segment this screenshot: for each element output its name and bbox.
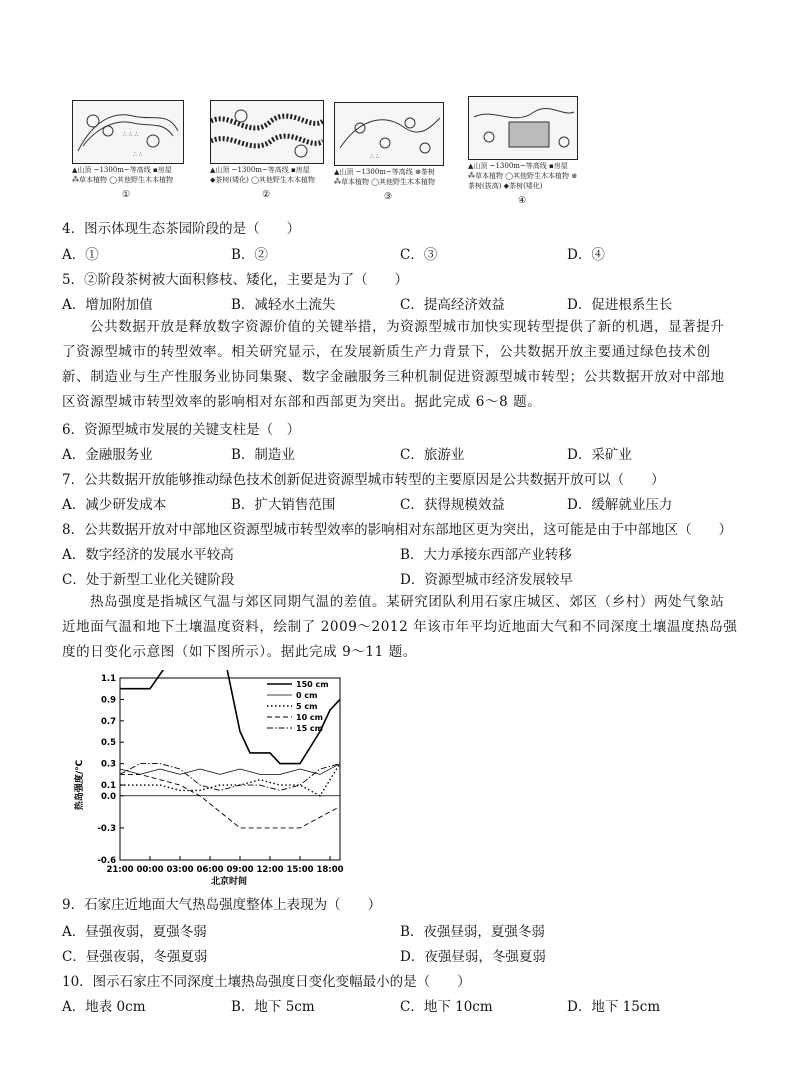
question-9-option-a[interactable]: A．昼强夜弱，夏强冬弱: [62, 924, 207, 940]
chart-y-tick-label: 0.5: [100, 738, 116, 749]
chart-series-line-15cm: [120, 764, 340, 791]
chart-y-tick-label: 0.1: [100, 781, 116, 792]
question-7-option-d[interactable]: D．缓解就业压力: [567, 497, 673, 513]
map-4-legend-line-2: ⁂草本植物 ◯其他野生木本植物 ⊛茶树(拔高) ◆茶树(矮化): [468, 172, 578, 190]
question-9-option-d[interactable]: D．夜强昼弱，冬强夏弱: [400, 949, 546, 965]
chart-x-tick-label: 06:00: [196, 865, 224, 875]
chart-y-tick-label: 0.7: [100, 716, 116, 727]
question-6-option-d[interactable]: D．采矿业: [567, 447, 632, 463]
question-5-option-b[interactable]: B．减轻水土流失: [231, 297, 336, 313]
map-1: [72, 100, 184, 164]
question-4-option-c[interactable]: C．③: [400, 247, 438, 263]
question-7-stem: 7．公共数据开放能够推动绿色技术创新促进资源型城市转型的主要原因是公共数据开放可以（ ）: [62, 472, 665, 488]
question-10-option-a[interactable]: A．地表 0cm: [62, 999, 146, 1015]
question-9-stem: 9．石家庄近地面大气热岛强度整体上表现为（ ）: [62, 897, 382, 913]
map-4-legend-line-1: ▲山顶 ~1300m~等高线 ▪房屋: [468, 162, 568, 170]
question-4-stem: 4．图示体现生态茶园阶段的是（ ）: [62, 221, 301, 237]
map-1-number: ①: [122, 190, 131, 200]
map-2: [210, 100, 324, 164]
question-9-option-c[interactable]: C．昼强夜弱，冬强夏弱: [62, 949, 208, 965]
chart-x-tick-label: 09:00: [226, 865, 254, 875]
chart-x-tick-label: 18:00: [316, 865, 344, 875]
chart-legend-label: 5 cm: [296, 702, 318, 711]
map-1-drawing: [73, 101, 183, 163]
map-3-number: ③: [384, 192, 393, 202]
question-4-option-a[interactable]: A．①: [62, 247, 99, 263]
map-1-legend-line-2: ⁂草本植物 ◯其他野生木本植物: [72, 176, 174, 184]
question-8-option-c[interactable]: C．处于新型工业化关键阶段: [62, 572, 235, 588]
chart-x-tick-label: 03:00: [166, 865, 194, 875]
chart-y-tick-label: -0.6: [97, 856, 116, 866]
question-4-option-d[interactable]: D．④: [567, 247, 605, 263]
chart-legend-label: 0 cm: [296, 691, 318, 700]
chart-y-tick-label: 1.1: [100, 674, 116, 684]
map-3-drawing: [335, 103, 443, 165]
passage-public-data: 公共数据开放是释放数字资源价值的关键举措，为资源型城市加快实现转型提供了新的机遇，显著提升了资源型城市的转型效率。相关研究显示，在发展新质生产力背景下，公共数据开放主要通过绿色技术创新、制造业与生产性服务业协同集聚、数字金融服务三种机制促进资源型城市转型；公共数据开放对中部地区资源型城市转型效率的影响相对东部和西部更为突出。据此完成 6～8 题。: [62, 319, 725, 410]
question-7-option-c[interactable]: C．获得规模效益: [400, 497, 505, 513]
question-10-option-b[interactable]: B．地下 5cm: [231, 999, 315, 1015]
chart-x-tick-label: 00:00: [136, 865, 164, 875]
map-4-legend: [468, 161, 578, 191]
question-10-option-c[interactable]: C．地下 10cm: [400, 999, 493, 1015]
question-5-option-d[interactable]: D．促进根系生长: [567, 297, 673, 313]
question-8-option-d[interactable]: D．资源型城市经济发展较早: [400, 572, 573, 588]
question-8-stem: 8．公共数据开放对中部地区资源型城市转型效率的影响相对东部地区更为突出，这可能是由于中部地区（ ）: [62, 522, 733, 538]
question-9-option-b[interactable]: B．夜强昼弱，夏强冬弱: [400, 924, 545, 940]
svg-text:∴ ∴: ∴ ∴: [370, 153, 380, 160]
question-10-stem: 10．图示石家庄不同深度土壤热岛强度日变化变幅最小的是（ ）: [62, 974, 471, 990]
svg-text:∴ ∴: ∴ ∴: [133, 151, 143, 158]
chart-series-line-0cm: [120, 764, 340, 775]
map-3-legend: [334, 167, 435, 187]
map-2-legend-line-2: ◆茶树(矮化) ◯其他野生木本植物: [210, 176, 315, 184]
chart-y-axis-label: 热岛强度/℃: [75, 759, 85, 811]
question-6-option-a[interactable]: A．金融服务业: [62, 447, 153, 463]
chart-x-axis-label: 北京时间: [210, 877, 248, 887]
chart-x-tick-label: 21:00: [106, 865, 134, 875]
map-3-legend-line-1: ▲山顶 ~1300m~等高线 ⊛茶树: [334, 168, 435, 176]
map-1-legend: [72, 165, 173, 185]
question-8-option-a[interactable]: A．数字经济的发展水平较高: [62, 547, 234, 563]
question-8-option-b[interactable]: B．大力承接东西部产业转移: [400, 547, 572, 563]
heat-island-chart: [72, 670, 352, 888]
map-2-number: ②: [262, 190, 271, 200]
heat-island-chart-svg: [72, 670, 352, 888]
chart-x-tick-label: 12:00: [256, 865, 284, 875]
map-2-drawing: [211, 101, 323, 163]
question-7-option-a[interactable]: A．减少研发成本: [62, 497, 167, 513]
chart-series-line-10cm: [120, 774, 340, 828]
chart-y-tick-label: -0.3: [97, 823, 116, 834]
chart-y-tick-label: 0.9: [100, 695, 116, 706]
map-2-legend-line-1: ▲山顶 ~1300m~等高线 ▪房屋: [210, 166, 310, 174]
svg-text:∴ ∴ ∴: ∴ ∴ ∴: [123, 131, 139, 138]
chart-y-tick-label: 0.3: [100, 759, 116, 770]
question-5-option-a[interactable]: A．增加附加值: [62, 297, 153, 313]
map-4: [468, 96, 578, 160]
chart-legend-label: 15 cm: [296, 724, 323, 733]
chart-legend-label: 10 cm: [296, 713, 323, 722]
map-3: [334, 102, 444, 166]
map-3-legend-line-2: ⁂草本植物 ◯其他野生木本植物: [334, 178, 436, 186]
chart-plot-area: [97, 670, 343, 875]
question-6-stem: 6．资源型城市发展的关键支柱是（ ）: [62, 422, 301, 438]
question-10-option-d[interactable]: D．地下 15cm: [567, 999, 661, 1015]
question-5-stem: 5．②阶段茶树被大面积修枝、矮化，主要是为了（ ）: [62, 272, 409, 288]
map-2-legend: [210, 165, 315, 185]
passage-heat-island: 热岛强度是指城区气温与郊区同期气温的差值。某研究团队利用石家庄城区、郊区（乡村）两处气象站近地面气温和地下土壤温度资料，绘制了 2009～2012 年该市年平均近地面大气和不同深度土壤温度热岛强度的日变化示意图（如下图所示）。据此完成 9～11 题。: [62, 594, 738, 660]
question-4-option-b[interactable]: B．②: [231, 247, 268, 263]
chart-x-tick-label: 15:00: [286, 865, 314, 875]
map-4-drawing: [469, 97, 577, 159]
question-6-option-c[interactable]: C．旅游业: [400, 447, 465, 463]
map-1-legend-line-1: ▲山顶 ~1300m~等高线 ▪房屋: [72, 166, 172, 174]
question-5-option-c[interactable]: C．提高经济效益: [400, 297, 505, 313]
map-4-number: ④: [518, 196, 527, 206]
question-6-option-b[interactable]: B．制造业: [231, 447, 295, 463]
question-7-option-b[interactable]: B．扩大销售范围: [231, 497, 336, 513]
chart-y-tick-label: 0.0: [100, 791, 116, 802]
chart-legend-label: 150 cm: [296, 680, 329, 689]
